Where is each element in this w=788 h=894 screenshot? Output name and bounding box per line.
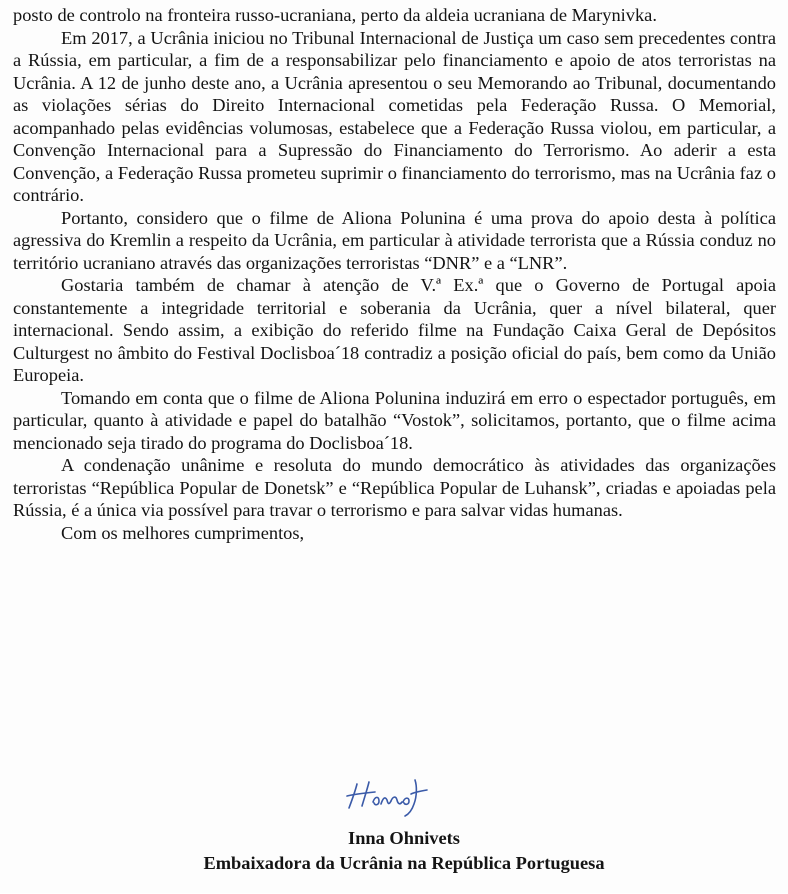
letter-paragraph: Tomando em conta que o filme de Aliona Polunina induzirá em erro o espectador português, em particular, quanto à atividade e papel do batalhão “Vostok”, solicitamos, portanto, que o filme acima mencionado seja tirado do programa do Doclisboa´18. [13, 387, 776, 453]
letter-paragraph: Portanto, considero que o filme de Aliona Polunina é uma prova do apoio desta à política agressiva do Kremlin a respeito da Ucrânia, em particular à atividade terrorista que a Rússia conduz no território ucraniano através das organizações terroristas “DNR” e a “LNR”. [13, 207, 776, 273]
signature-block [0, 774, 788, 894]
letter-paragraph: posto de controlo na fronteira russo-ucraniana, perto da aldeia ucraniana de Marynivka. [13, 5, 657, 25]
letter-paragraph: Em 2017, a Ucrânia iniciou no Tribunal Internacional de Justiça um caso sem precedentes contra a Rússia, em particular, a fim de a responsabilizar pelo financiamento e apoio de atos terroristas na Ucrânia. A 12 de junho deste ano, a Ucrânia apresentou o seu Memorando ao Tribunal, documentando as violações sérias do Direito Internacional cometidas pela Federação Russa. O Memorial, acompanhado pelas evidências volumosas, estabelece que a Federação Russa violou, em particular, a Convenção Internacional para a Supressão do Financiamento do Terrorismo. Ao aderir a esta Convenção, a Federação Russa prometeu suprimir o financiamento do terrorismo, mas na Ucrânia faz o contrário. [13, 27, 776, 205]
signer-name: Inna Ohnivets [348, 828, 460, 848]
letter-paragraph: Gostaria também de chamar à atenção de V.ª Ex.ª que o Governo de Portugal apoia constantemente a integridade territorial e soberania da Ucrânia, quer a nível bilateral, quer internacional. Sendo assim, a exibição do referido filme na Fundação Caixa Geral de Depósitos Culturgest no âmbito do Festival Doclisboa´18 contradiz a posição oficial do país, bem como da União Europeia. [13, 275, 776, 385]
handwritten-signature [343, 774, 463, 818]
closing-salutation: Com os melhores cumprimentos, [61, 522, 305, 543]
signer-title: Embaixadora da Ucrânia na República Portuguesa [203, 853, 605, 873]
letter-paragraph: A condenação unânime e resoluta do mundo democrático às atividades das organizações terroristas “República Popular de Donetsk” e “República Popular de Luhansk”, criadas e apoiadas pela Rússia, é a única via possível para travar o terrorismo e para salvar vidas humanas. [13, 455, 776, 520]
